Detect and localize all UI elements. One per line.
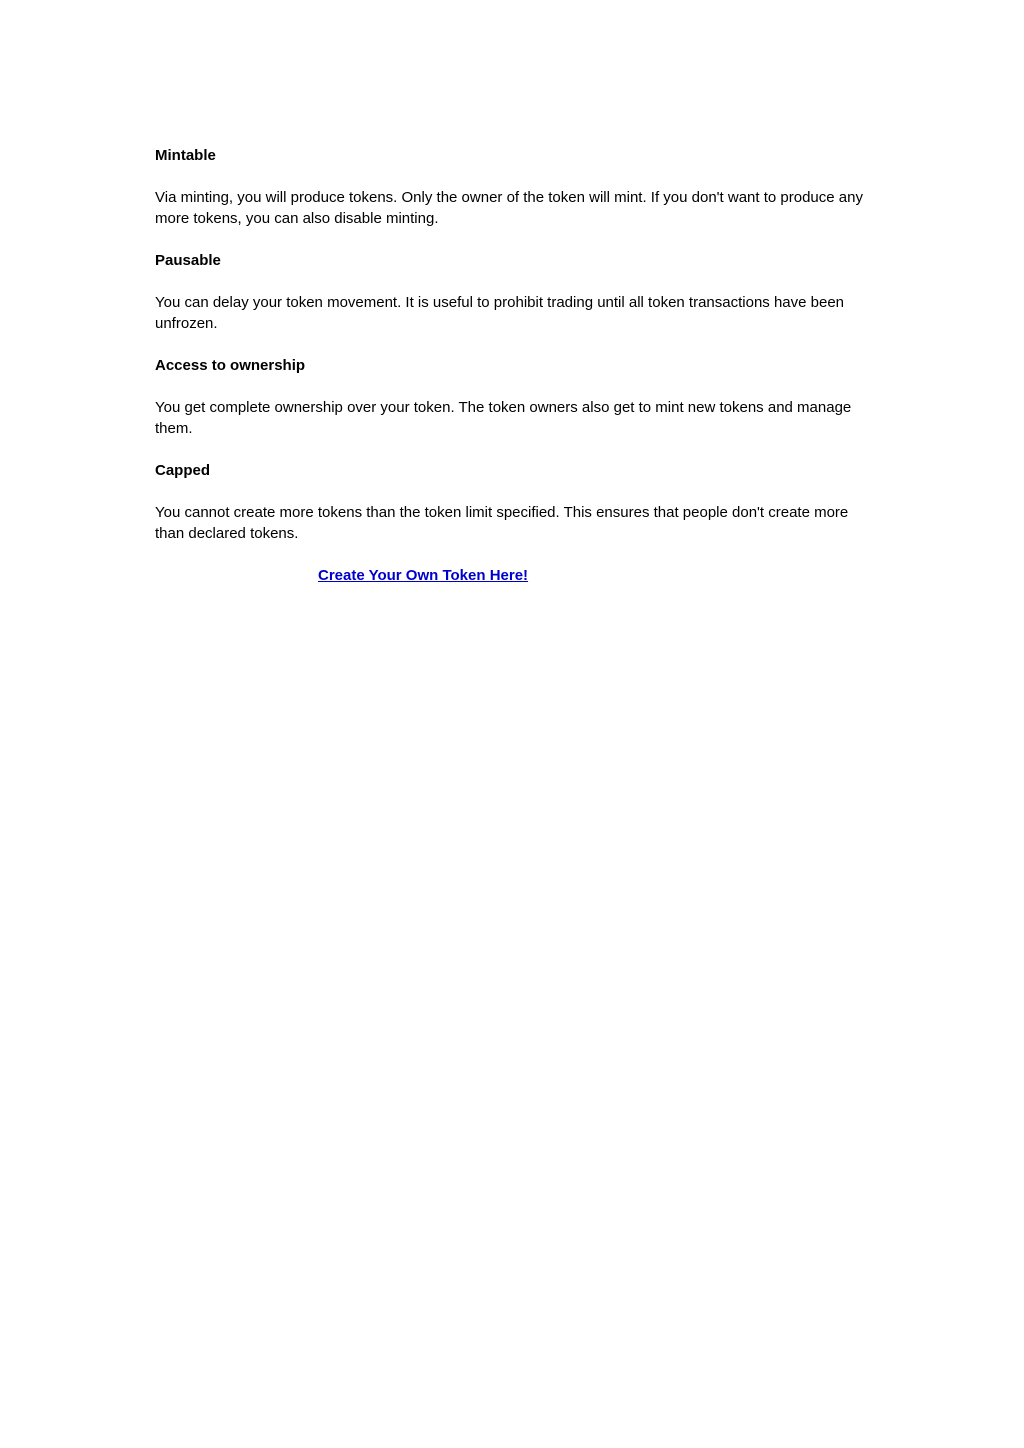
- section-body: Via minting, you will produce tokens. Only the owner of the token will mint. If you don't want to produce any more tokens, you can also disable minting.: [155, 189, 863, 227]
- section-heading: Pausable: [155, 252, 221, 269]
- section-body: You get complete ownership over your token. The token owners also get to mint new tokens and manage them.: [155, 399, 852, 437]
- cta-row: [155, 565, 870, 586]
- section-heading: Capped: [155, 462, 211, 479]
- section-body: You cannot create more tokens than the token limit specified. This ensures that people don't create more than declared tokens.: [155, 504, 849, 542]
- section-access-to-ownership: [155, 355, 870, 439]
- section-body: You can delay your token movement. It is useful to prohibit trading until all token transactions have been unfrozen.: [155, 294, 845, 332]
- section-capped: [155, 460, 870, 544]
- section-mintable: [155, 145, 870, 229]
- section-pausable: [155, 250, 870, 334]
- document-page: [155, 145, 870, 586]
- section-heading: Mintable: [155, 147, 216, 164]
- create-token-link[interactable]: Create Your Own Token Here!: [318, 567, 529, 584]
- section-heading: Access to ownership: [155, 357, 306, 374]
